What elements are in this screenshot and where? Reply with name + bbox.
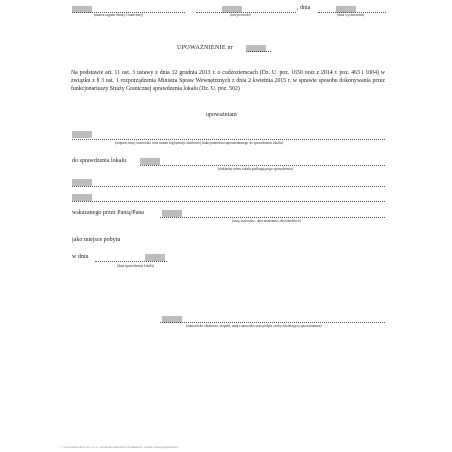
indicated-label: wskazanego przez Panią/Pana [72,210,144,216]
person-line [160,217,385,218]
stay-label: jako miejsce pobytu [72,237,121,243]
issue-date-caption: (data wystawienia) [337,13,365,17]
signature-line [160,322,385,323]
place-caption: (miejscowość) [230,13,251,17]
address-line-3 [72,201,385,202]
officer-field[interactable] [72,131,92,138]
date-prefix: , dnia [297,5,311,11]
authorize-word: upoważniam [206,112,237,118]
footer-text: © www.signform.pl Sp. z o.o., producent zmiennych formularzy, e-mail: biuro@signform.pl [60,445,178,449]
inspect-label: do sprawdzenia lokalu [72,158,126,164]
day-label: w dniu [72,254,89,260]
address-field[interactable] [140,158,160,165]
officer-line [72,139,385,140]
person-caption: (imię, nazwisko, data urodzenia, obywatelstwo) [232,219,301,223]
officer-caption: (stopień, imię i nazwisko oraz numer legitymacji służbowej funkcjonariusza upoważnionego do sprawdzenia lokalu) [115,141,283,145]
signature-caption: (stanowisko służbowe, stopień, imię i nazwisko oraz podpis osoby udzielającej upoważnienia) [186,324,322,328]
address-line [140,165,385,166]
authorization-number-line [246,51,271,52]
address-field-3[interactable] [72,194,92,201]
inspection-date-line [95,261,167,262]
address-line-2 [72,186,385,187]
person-field[interactable] [162,210,182,217]
inspection-date-caption: (data sprawdzenia lokalu) [117,264,155,268]
address-field-2[interactable] [72,179,92,186]
organ-name-caption: (nazwa organu Straży Granicznej) [94,13,144,17]
inspection-date-field[interactable] [145,254,165,261]
legal-basis-paragraph: Na podstawie art. 11 ust. 3 ustawy z dnia 12 grudnia 2013 r. o cudzoziemcach (Dz. U. poz. 1650 oraz z 2014 r. poz. 463 i 1004) w związku z § 3 ust. 1 rozporządzenia Ministra Spraw Wewnętrznych z dnia 2 kwietnia 2015 r. w sprawie sposobu dokonywania przez funkcjonariuszy Straży Granicznej sprawdzenia lokalu (Dz. U. poz. 502) [71,70,385,93]
document-title: UPOWAŻNIENIE nr [177,44,234,51]
address-caption: (dokładny adres lokalu podlegającego sprawdzeniu) [218,167,293,171]
